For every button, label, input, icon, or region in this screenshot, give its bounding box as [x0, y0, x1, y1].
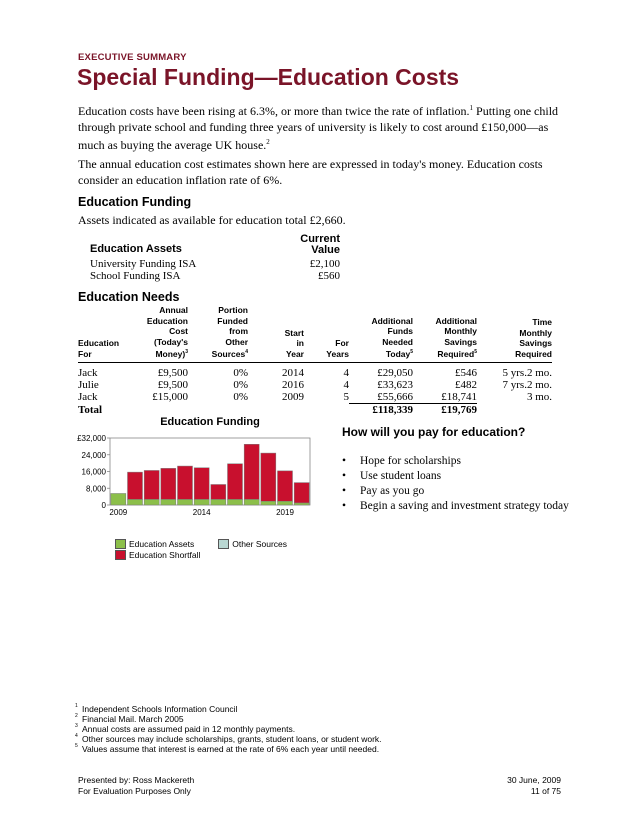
table-row: [78, 367, 552, 379]
y-tick-label: 24,000: [81, 450, 106, 460]
assets-col-name: Education Assets: [90, 243, 182, 255]
bar-education-shortfall: [211, 484, 226, 499]
intro-text-1: Education costs have been rising at 6.3%, or more than twice the rate of inflation.: [78, 104, 470, 118]
y-tick-label: £32,000: [77, 434, 106, 443]
x-tick-label: 2019: [276, 508, 294, 517]
legend-swatch-other: [218, 539, 229, 549]
row-funds: £29,050: [377, 366, 413, 379]
asset-value: £560: [318, 270, 340, 282]
total-label: Total: [78, 403, 103, 416]
bullet-icon: •: [342, 470, 347, 482]
bar-education-shortfall: [144, 470, 159, 499]
row-savings: £18,741: [413, 391, 477, 404]
pay-heading: How will you pay for education?: [342, 425, 526, 439]
row-cost: £9,500: [157, 366, 188, 379]
row-funds: £33,623: [377, 378, 413, 391]
asset-name: University Funding ISA: [90, 258, 197, 270]
legend-label-assets: Education Assets: [129, 538, 195, 549]
footnotes: [75, 703, 382, 754]
row-years: 4: [343, 366, 349, 379]
table-row: [78, 391, 552, 404]
row-portion: 0%: [233, 378, 248, 391]
needs-header-row: [78, 305, 552, 363]
row-start: 2016: [282, 378, 304, 391]
row-time: 5 yrs.2 mo.: [502, 366, 552, 379]
bar-education-assets: [294, 503, 309, 505]
row-start: 2009: [282, 391, 304, 404]
row-cost: £9,500: [157, 378, 188, 391]
row-savings: £546: [455, 366, 477, 379]
row-years: 4: [343, 378, 349, 391]
row-years: 5: [343, 391, 349, 404]
bar-education-shortfall: [161, 468, 176, 499]
bullet-icon: •: [342, 485, 347, 497]
footnote-ref-1: 1: [469, 104, 474, 112]
row-funds: £55,666: [349, 391, 413, 404]
row-name: Jack: [78, 366, 98, 379]
legend-swatch-assets: [115, 539, 126, 549]
header-time: Time Monthly Savings Required: [477, 305, 552, 363]
chart-title: Education Funding: [160, 416, 260, 428]
bar-education-assets: [194, 499, 209, 505]
assets-table: [90, 234, 340, 282]
x-tick-label: 2009: [109, 508, 128, 517]
assets-col-value-line2: Value: [311, 243, 340, 256]
bar-education-shortfall: [178, 466, 193, 499]
asset-name: School Funding ISA: [90, 270, 181, 282]
list-item: • Pay as you go: [342, 485, 425, 497]
list-item: • Hope for scholarships: [342, 455, 461, 467]
header-start: Start in Year: [248, 305, 304, 363]
legend-item-shortfall: [115, 549, 287, 560]
assets-col-value-line1: Current: [300, 233, 340, 245]
footer-eval-notice: For Evaluation Purposes Only: [78, 785, 191, 796]
pay-options-list: [342, 454, 582, 514]
header-savings: Additional Monthly Savings Required$^5$: [413, 305, 477, 363]
bar-education-assets: [228, 499, 243, 505]
footnote: 5 Values assume that interest is earned at the rate of 6% each year until needed.: [75, 743, 380, 754]
legend-label-shortfall: Education Shortfall: [129, 549, 201, 560]
row-portion: 0%: [233, 391, 248, 404]
header-funds: Additional Funds Needed Today$^5$: [349, 305, 413, 363]
bar-education-shortfall: [294, 483, 309, 503]
footer-page-number: 11 of 75: [530, 785, 561, 796]
education-funding-chart: [60, 430, 320, 526]
table-total-row: [78, 403, 552, 416]
header-cost: Annual Education Cost (Today's Money)$^3$: [128, 305, 188, 363]
row-portion: 0%: [233, 366, 248, 379]
header-portion: Portion Funded from Other Sources$^4$: [188, 305, 248, 363]
needs-table: [78, 305, 552, 416]
row-time: 3 mo.: [526, 391, 552, 404]
intro-text-1-cont: Putting one child through private school and funding three years of university is likely to cost around £150,000—as much as buying the average UK house.: [78, 104, 559, 152]
list-item: • Begin a saving and investment strategy today: [342, 500, 569, 512]
page-title: Special Funding—Education Costs: [77, 64, 460, 90]
bar-education-assets: [128, 499, 143, 505]
bar-education-shortfall: [128, 472, 143, 499]
footer-date: 30 June, 2009: [507, 775, 561, 785]
bar-education-shortfall: [278, 471, 293, 501]
footer-right: [507, 775, 561, 796]
funding-heading: Education Funding: [78, 195, 192, 209]
row-time: 7 yrs.2 mo.: [502, 378, 552, 391]
legend-item-assets: [115, 538, 287, 549]
legend-label-other: Other Sources: [232, 538, 288, 549]
x-tick-label: 2014: [192, 508, 211, 517]
list-item: • Use student loans: [342, 470, 442, 482]
row-cost: £15,000: [152, 391, 188, 404]
footnote: 3 Annual costs are assumed paid in 12 monthly payments.: [75, 723, 296, 734]
section-kicker: EXECUTIVE SUMMARY: [78, 52, 187, 63]
bar-education-assets: [278, 501, 293, 505]
bar-education-assets: [261, 501, 276, 505]
bar-education-assets: [111, 493, 126, 505]
header-years: For Years: [304, 305, 349, 363]
total-savings: £19,769: [441, 403, 477, 416]
footer-presenter: Presented by: Ross Mackereth: [78, 775, 195, 785]
bar-education-assets: [178, 499, 193, 505]
footnote: 4 Other sources may include scholarships, grants, student loans, or student work.: [75, 733, 382, 744]
footer-left: [78, 775, 194, 796]
assets-col-value: [240, 234, 340, 255]
footnote: 2 Financial Mail. March 2005: [75, 713, 184, 724]
bar-education-assets: [144, 499, 159, 505]
bar-education-assets: [244, 499, 259, 505]
row-start: 2014: [282, 366, 304, 379]
row-name: Jack: [78, 391, 98, 404]
bar-education-shortfall: [244, 444, 259, 499]
bar-education-shortfall: [228, 464, 243, 500]
header-education: Education For: [78, 305, 128, 363]
row-savings: £482: [455, 378, 477, 391]
footnote: 1 Independent Schools Information Council: [75, 703, 238, 714]
bullet-icon: •: [342, 500, 347, 512]
bar-education-assets: [211, 499, 226, 505]
bar-education-assets: [161, 499, 176, 505]
chart-legend: [115, 538, 287, 560]
total-funds: £118,339: [372, 403, 413, 416]
intro-paragraph-1: [78, 101, 568, 154]
row-name: Julie: [78, 378, 99, 391]
table-row: [78, 379, 552, 391]
table-row: [90, 270, 340, 282]
funding-summary: Assets indicated as available for education total £2,660.: [78, 213, 346, 227]
footnote-ref-2: 2: [266, 138, 270, 146]
bar-education-shortfall: [261, 453, 276, 501]
table-row: [90, 258, 340, 270]
y-tick-label: 0: [101, 501, 106, 510]
intro-paragraph-2: The annual education cost estimates shown here are expressed in today's money. Education costs consider an education inflation rate of 6%.: [78, 157, 543, 187]
bullet-icon: •: [342, 455, 347, 467]
bar-education-shortfall: [194, 468, 209, 500]
legend-swatch-shortfall: [115, 550, 126, 560]
asset-value: £2,100: [309, 258, 340, 270]
y-tick-label: 8,000: [85, 484, 106, 494]
needs-heading: Education Needs: [78, 290, 180, 304]
y-tick-label: 16,000: [81, 467, 106, 477]
